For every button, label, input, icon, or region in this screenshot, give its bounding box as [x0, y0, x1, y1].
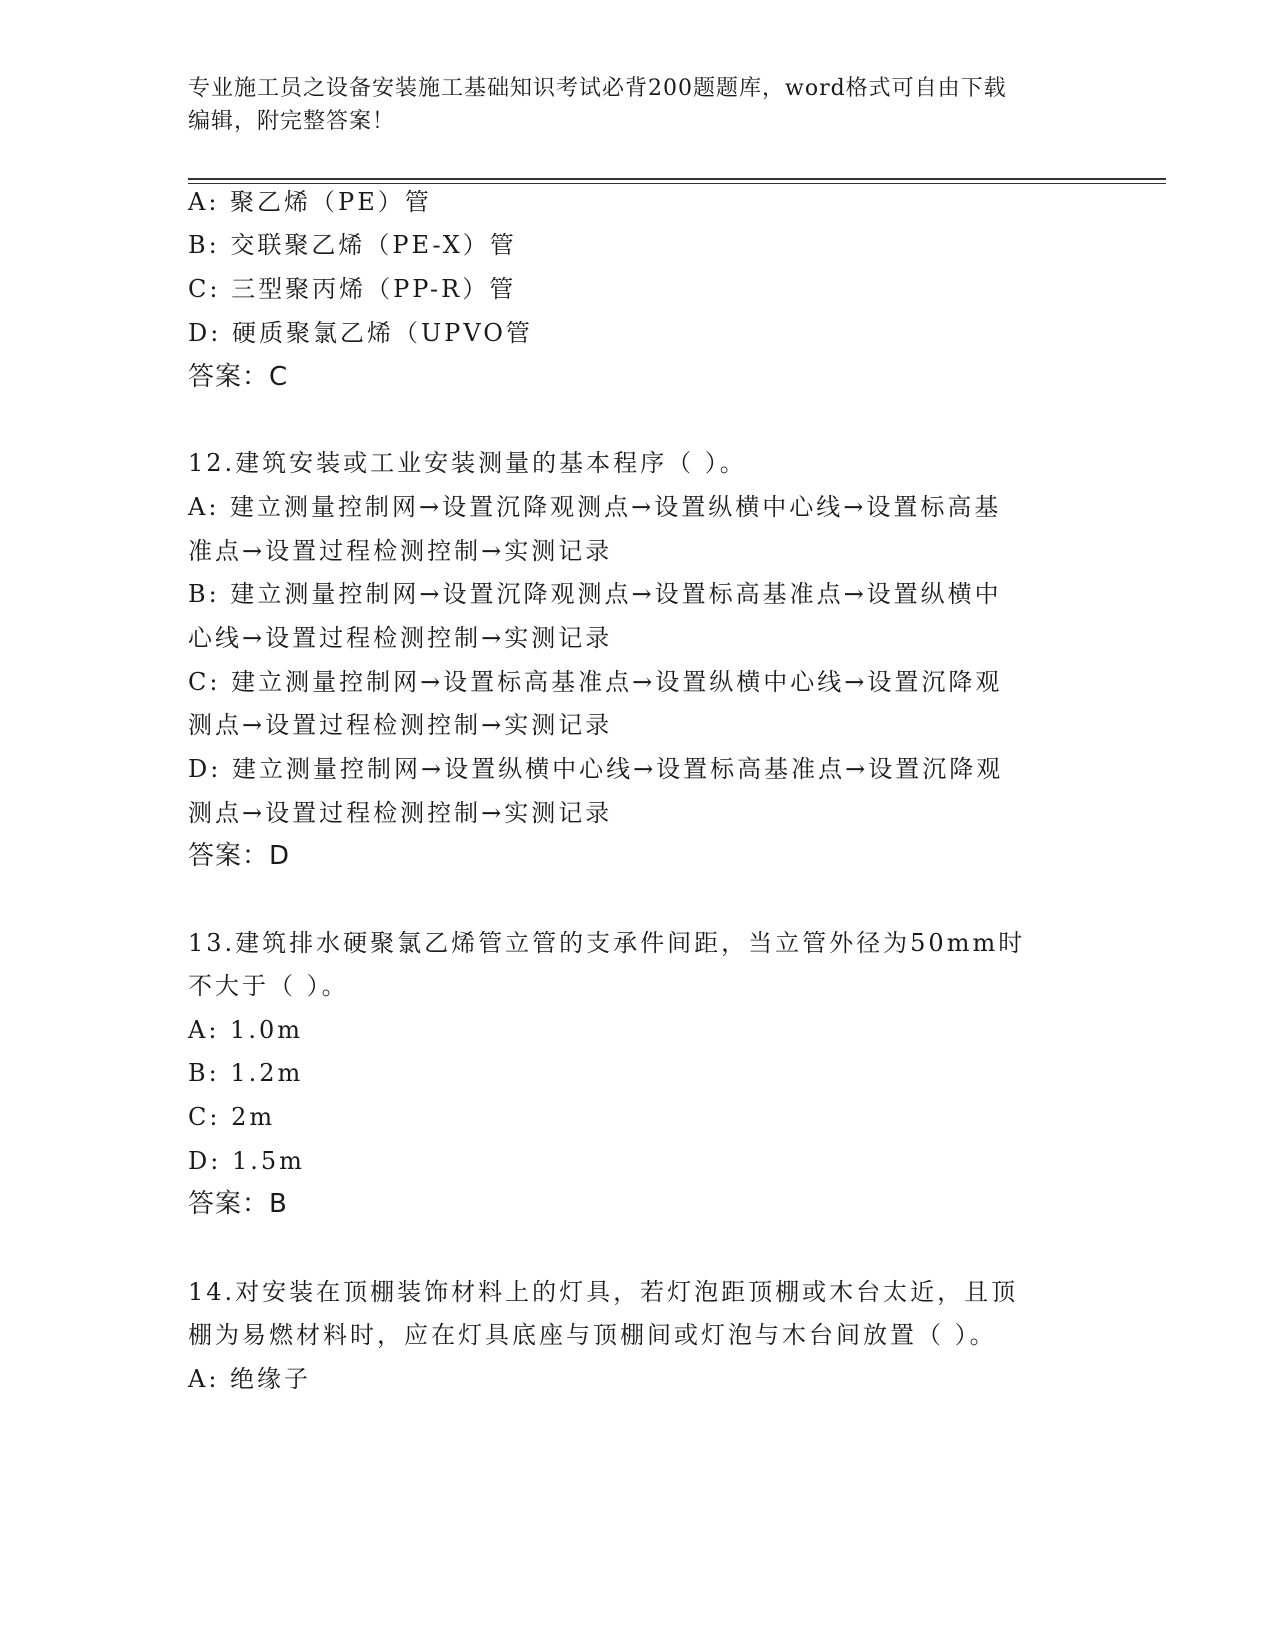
q12-option-d-line1: D: 建立测量控制网→设置纵横中心线→设置标高基准点→设置沉降观 [188, 755, 1004, 783]
header-line-1: 专业施工员之设备安装施工基础知识考试必背200题题库，word格式可自由下载 [188, 76, 1007, 101]
q12-option-b-line2: 心线→设置过程检测控制→实测记录 [188, 624, 613, 652]
document-header [188, 72, 1068, 138]
q11-option-d: D: 硬质聚氯乙烯（UPVO管 [188, 319, 533, 347]
q11-option-c: C: 三型聚丙烯（PP-R）管 [188, 275, 517, 303]
q14-stem-line2: 棚为易燃材料时，应在灯具底座与顶棚间或灯泡与木台间放置（ ）。 [188, 1321, 997, 1349]
q12-option-d-line2: 测点→设置过程检测控制→实测记录 [188, 799, 613, 827]
q13-option-d: D: 1.5m [188, 1147, 305, 1175]
q13-answer: 答案：B [188, 1189, 288, 1219]
q12-option-a-line1: A: 建立测量控制网→设置沉降观测点→设置纵横中心线→设置标高基 [188, 493, 1002, 521]
q11-option-b: B: 交联聚乙烯（PE-X）管 [188, 231, 517, 259]
q13-option-a: A: 1.0m [188, 1016, 303, 1044]
header-divider [188, 178, 1166, 184]
q11-option-a: A: 聚乙烯（PE）管 [188, 188, 432, 216]
q13-option-c: C: 2m [188, 1103, 276, 1131]
q12-option-a-line2: 准点→设置过程检测控制→实测记录 [188, 537, 613, 565]
q12-option-c-line1: C: 建立测量控制网→设置标高基准点→设置纵横中心线→设置沉降观 [188, 668, 1003, 696]
q13-stem-line1: 13.建筑排水硬聚氯乙烯管立管的支承件间距，当立管外径为50mm时 [188, 929, 1026, 957]
q13-option-b: B: 1.2m [188, 1059, 304, 1087]
q12-option-c-line2: 测点→设置过程检测控制→实测记录 [188, 711, 613, 739]
q11-answer: 答案：C [188, 362, 289, 392]
q13-stem-line2: 不大于（ ）。 [188, 972, 349, 1000]
q14-stem-line1: 14.对安装在顶棚装饰材料上的灯具，若灯泡距顶棚或木台太近，且顶 [188, 1278, 1019, 1306]
q14-option-a: A: 绝缘子 [188, 1365, 312, 1393]
q12-option-b-line1: B: 建立测量控制网→设置沉降观测点→设置标高基准点→设置纵横中 [188, 580, 1002, 608]
header-line-2: 编辑，附完整答案！ [188, 109, 396, 134]
q12-answer: 答案：D [188, 841, 291, 871]
q12-stem: 12.建筑安装或工业安装测量的基本程序（ ）。 [188, 449, 747, 477]
